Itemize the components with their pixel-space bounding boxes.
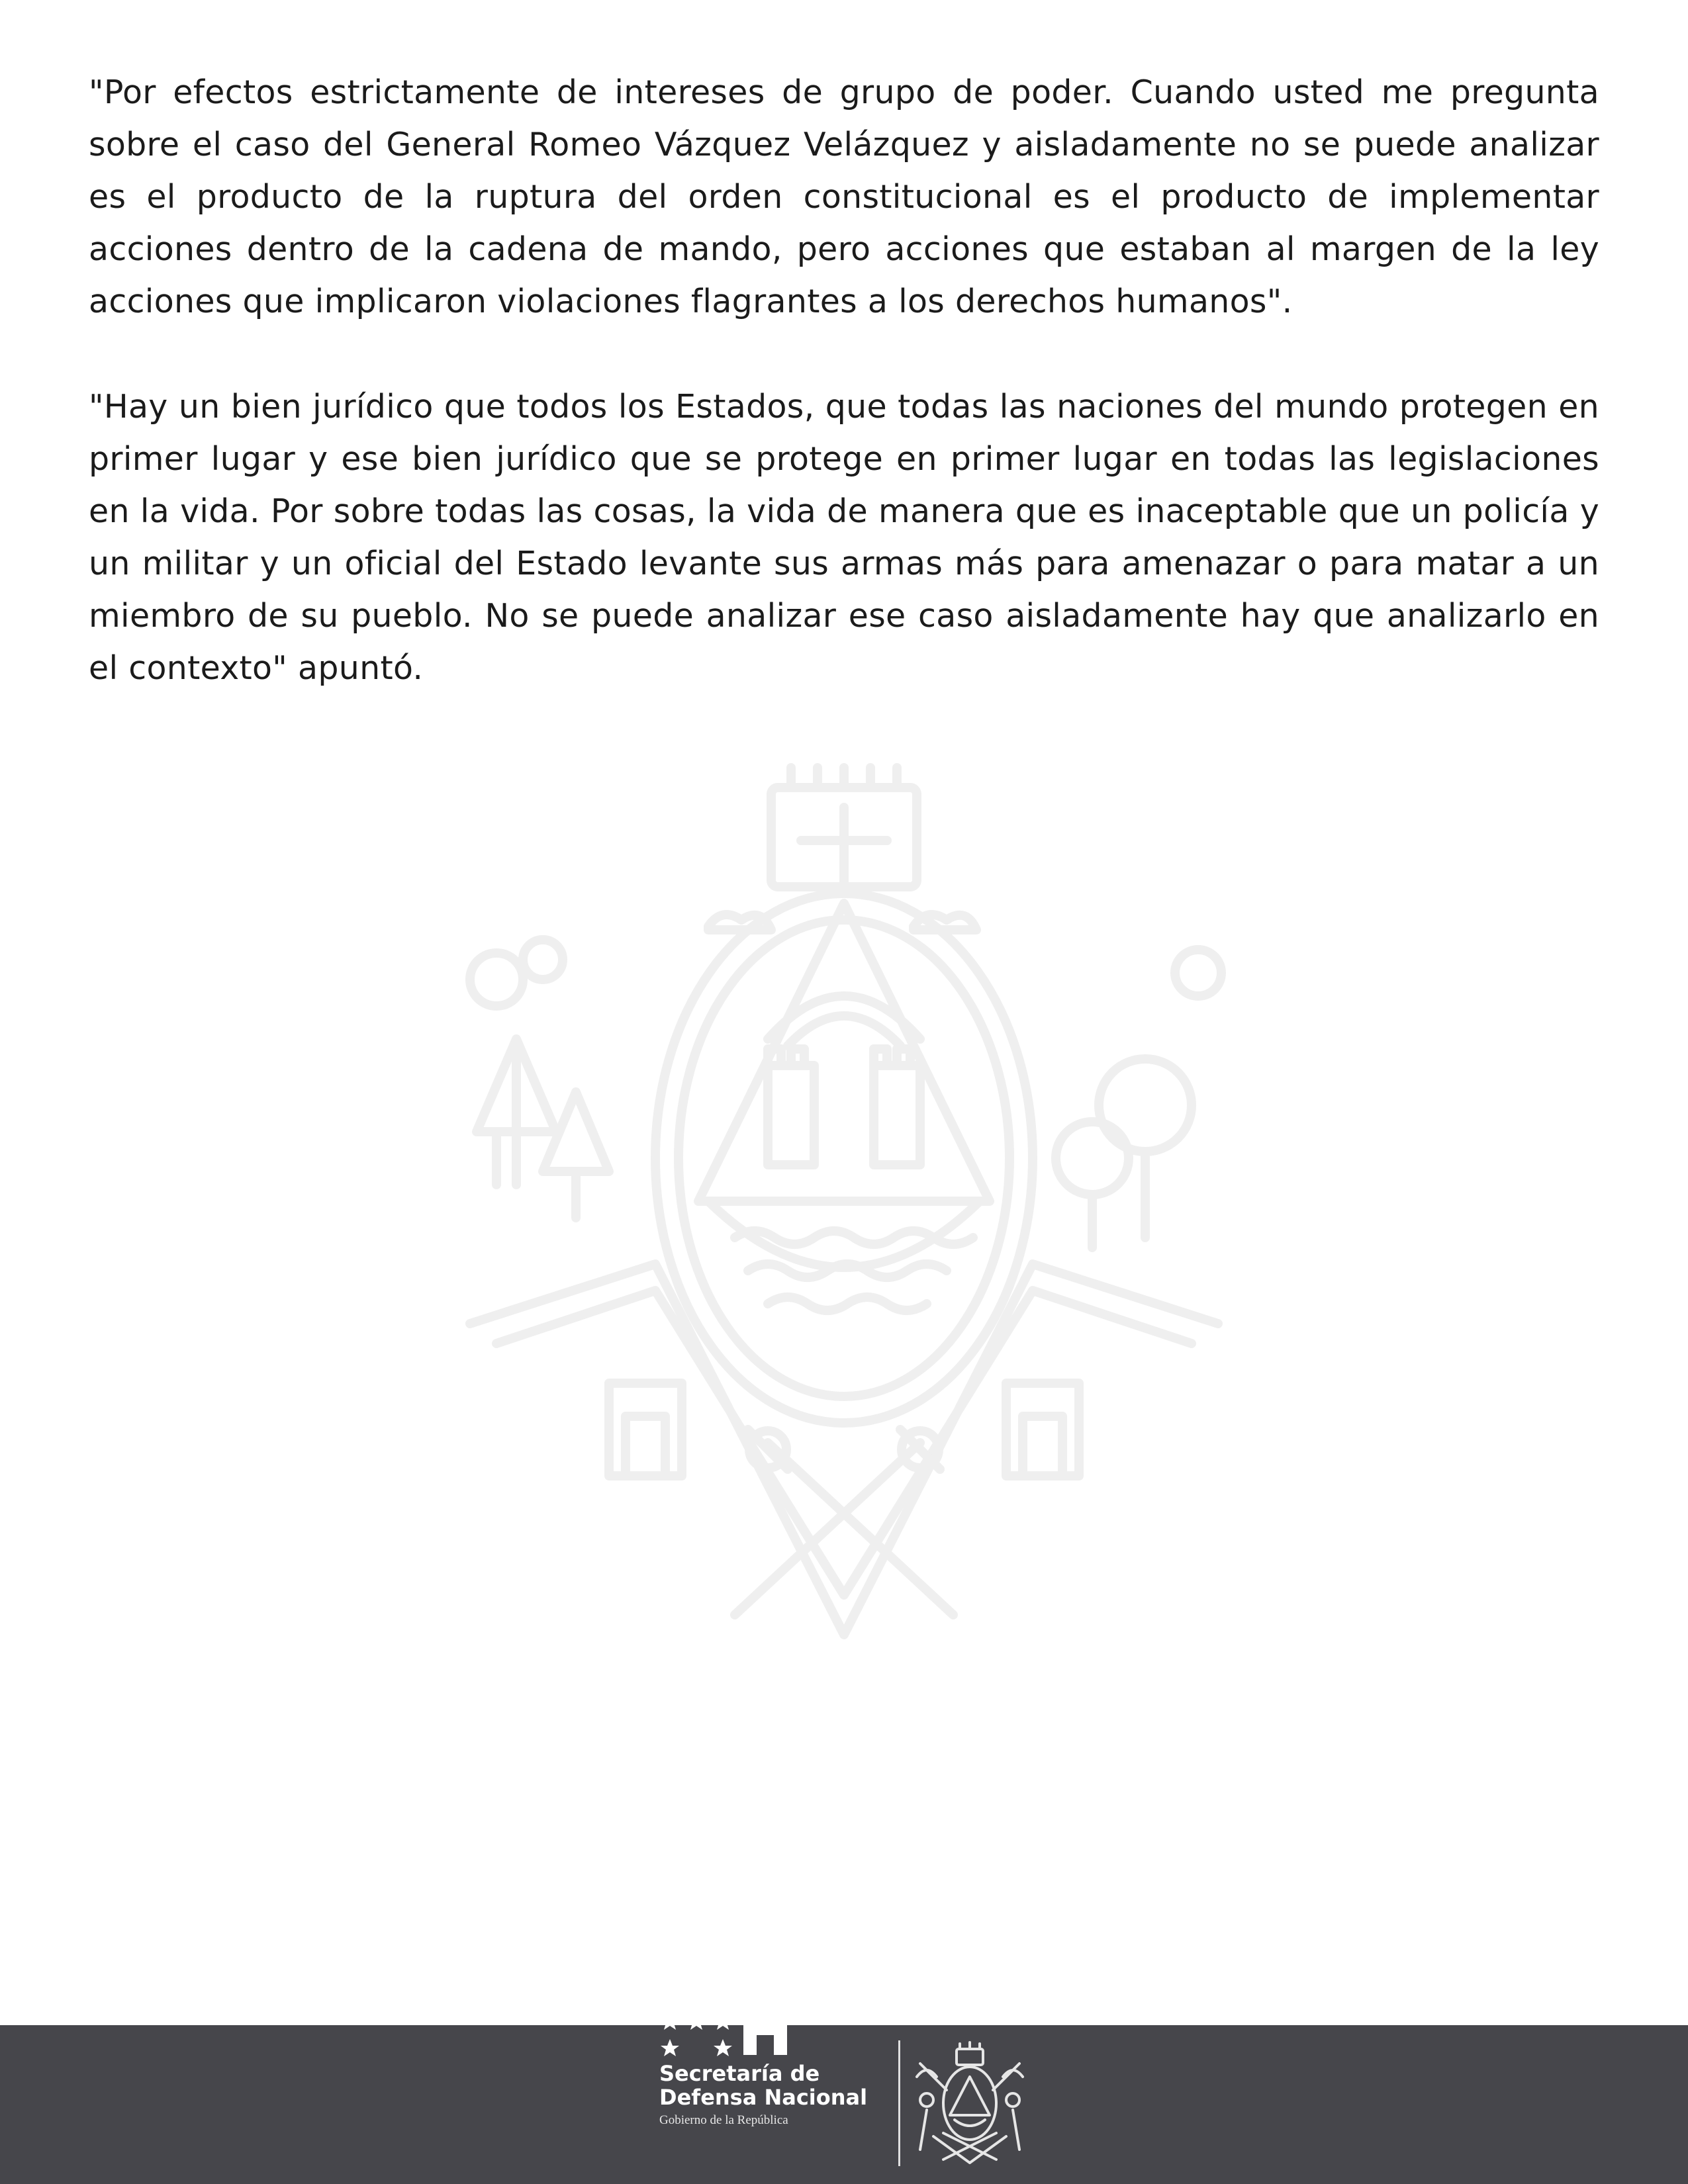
footer-divider — [898, 2040, 900, 2166]
brand-line-3: Gobierno de la República — [659, 2113, 788, 2127]
brand-line-2: Defensa Nacional — [659, 2085, 868, 2110]
national-coat-of-arms-icon — [907, 2037, 1033, 2169]
article-body — [89, 66, 1599, 747]
coat-of-arms-watermark-icon — [457, 761, 1231, 1661]
quote-paragraph-1: "Por efectos estrictamente de intereses de grupo de poder. Cuando usted me pregunta sobre el caso del General Romeo Vázquez Velázquez y aisladamente no se puede analizar es el producto de la ruptura del orden constitucional es el producto de implementar acciones dentro de la cadena de mando, pero acciones que estaban al margen de la ley acciones que implicaron violaciones flagrantes a los derechos humanos". — [89, 73, 1599, 320]
quote-paragraph-2: "Hay un bien jurídico que todos los Estados, que todas las naciones del mundo protegen en primer lugar y ese bien jurídico que se protege en primer lugar en todas las legislaciones en la vida. Por sobre todas las cosas, la vida de manera que es inaceptable que un policía y un militar y un oficial del Estado levante sus armas más para amenazar o para matar a un miembro de su pueblo. No se puede analizar ese caso aisladamente hay que analizarlo en el contexto" apuntó. — [89, 388, 1599, 687]
brand-line-1: Secretaría de — [659, 2061, 820, 2086]
h-logo-icon — [742, 2002, 788, 2056]
